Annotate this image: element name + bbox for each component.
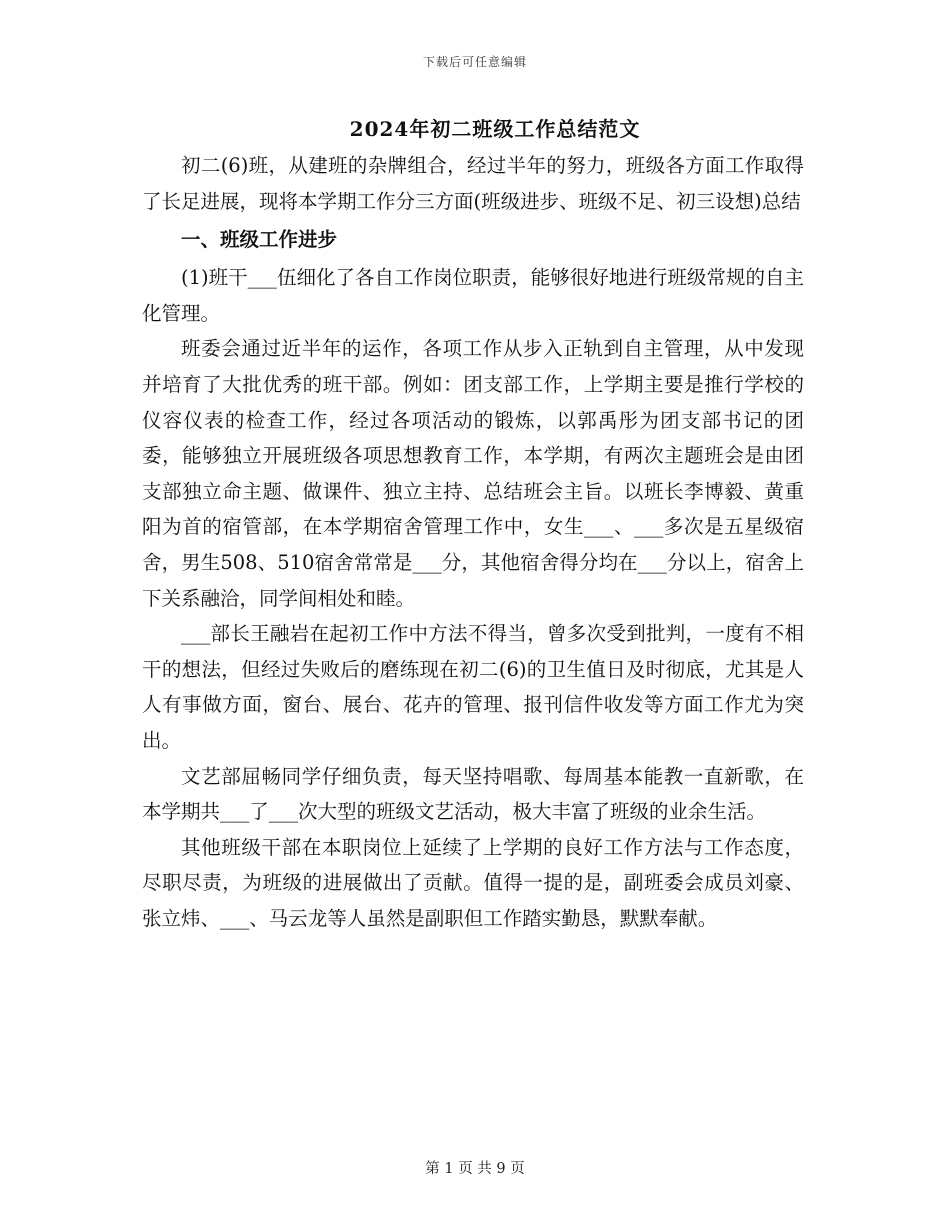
paragraph: 班委会通过近半年的运作，各项工作从步入正轨到自主管理，从中发现并培育了大批优秀的班干部。例如：团支部工作，上学期主要是推行学校的仪容仪表的检查工作，经过各项活动的锻炼，以郭禹彤为团支部书记的团委，能够独立开展班级各项思想教育工作，本学期，有两次主题班会是由团支部独立命主题、做课件、独立主持、总结班会主旨。以班长李博毅、黄重阳为首的宿管部，在本学期宿舍管理工作中，女生___、___多次是五星级宿舍，男生508、510宿舍常常是___分，其他宿舍得分均在___分以上，宿舍上下关系融洽，同学间相处和睦。 — [142, 337, 804, 610]
paragraph: (1)班干___伍细化了各自工作岗位职责，能够很好地进行班级常规的自主化管理。 — [142, 266, 804, 325]
paragraph: 文艺部屈畅同学仔细负责，每天坚持唱歌、每周基本能教一直新歌，在本学期共___了___次大型的班级文艺活动，极大丰富了班级的业余生活。 — [142, 764, 804, 824]
paragraph: 其他班级干部在本职岗位上延续了上学期的良好工作方法与工作态度，尽职尽责，为班级的进展做出了贡献。值得一提的是，副班委会成员刘豪、张立炜、___、马云龙等人虽然是副职但工作踏实勤恳，默默奉献。 — [142, 835, 804, 930]
section-heading: 一、班级工作进步 — [181, 228, 338, 252]
intro-paragraph: 初二(6)班，从建班的杂牌组合，经过半年的努力，班级各方面工作取得了长足进展，现将本学期工作分三方面(班级进步、班级不足、初三设想)总结 — [142, 154, 804, 213]
paragraph: ___部长王融岩在起初工作中方法不得当，曾多次受到批判，一度有不相干的想法，但经过失败后的磨练现在初二(6)的卫生值日及时彻底，尤其是人人有事做方面，窗台、展台、花卉的管理、报刊信件收发等方面工作尤为突出。 — [142, 622, 804, 752]
header-note: 下载后可任意编辑 — [422, 55, 527, 69]
document-title: 2024年初二班级工作总结范文 — [349, 117, 641, 141]
document-body — [142, 148, 804, 936]
page-footer: 第 1 页 共 9 页 — [425, 1161, 525, 1177]
